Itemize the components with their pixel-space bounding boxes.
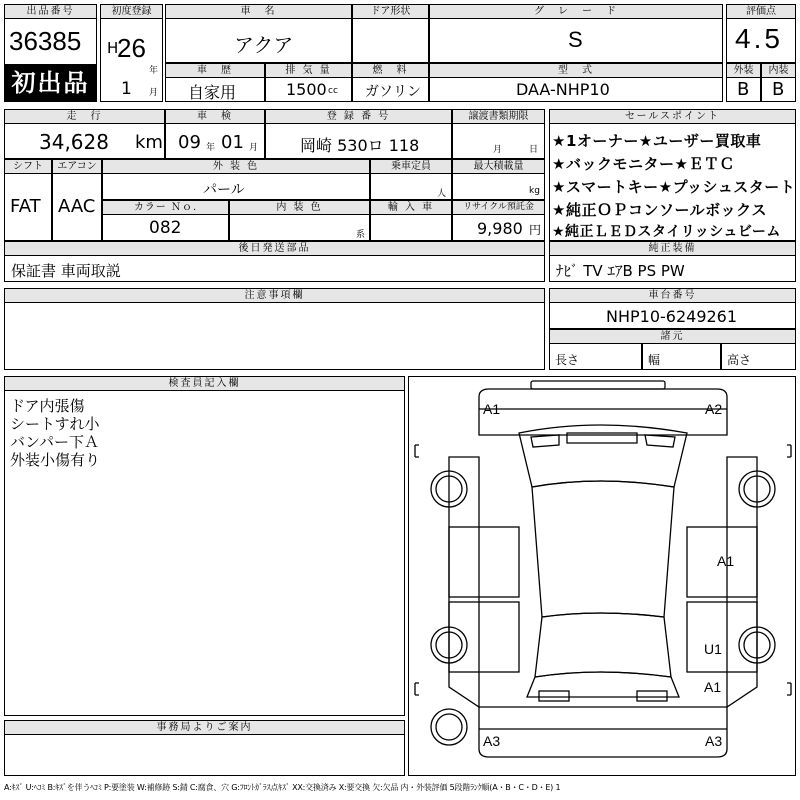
mileage: 34,628: [39, 130, 109, 154]
sales-point: ★純正ＯＰコンソールボックス: [552, 201, 767, 219]
mileage-cell: [4, 123, 165, 159]
interior-grade: B: [772, 79, 785, 100]
inspector-box: [4, 390, 405, 716]
import-label: 輸 入 車: [370, 200, 452, 215]
recycle-amount: 9,980: [477, 219, 523, 238]
max-load-cell: [452, 173, 545, 200]
exterior-grade-label: 外装: [726, 63, 761, 78]
transfer-month-unit: 月: [493, 145, 503, 155]
chassis-cell: [549, 302, 796, 329]
displacement-label: 排 気 量: [265, 63, 352, 78]
color-no: 082: [149, 218, 182, 238]
recycle-cell: [452, 214, 545, 241]
car-name: アクア: [234, 33, 294, 57]
shift-cell: [4, 173, 52, 241]
int-color-cell: [229, 214, 370, 241]
sales-point: ★スマートキー★プッシュスタート: [552, 178, 796, 196]
color-no-label: カラー Ｎｏ.: [102, 200, 229, 215]
damage-mark: A2: [705, 401, 723, 417]
fuel: ガソリン: [365, 84, 421, 100]
era: H: [107, 39, 119, 57]
exterior-grade: B: [737, 79, 750, 100]
sales-point: ★純正ＬＥＤスタイリッシュビーム: [552, 224, 781, 240]
door-type-label: ドア形状: [352, 4, 429, 19]
inspector-line: シートすれ小: [10, 415, 100, 433]
fuel-cell: [352, 77, 429, 102]
displacement-cell: [265, 77, 352, 102]
model-code-cell: [429, 77, 723, 102]
transfer-day-unit: 日: [529, 145, 539, 155]
car-name-cell: [165, 18, 352, 63]
capacity-cell: [370, 173, 452, 200]
ext-color-label: 外 装 色: [102, 159, 370, 174]
chassis-number: NHP10-6249261: [606, 307, 738, 326]
inspection-month: 01: [221, 132, 244, 153]
month-unit: 月: [149, 88, 159, 98]
sales-point: ★1オーナー★ユーザー買取車: [552, 132, 762, 150]
aircon: AAC: [58, 196, 96, 217]
import-cell: [370, 214, 452, 241]
max-load-unit: kg: [529, 186, 540, 196]
interior-grade-cell: [761, 77, 796, 102]
reg-month: 1: [121, 79, 132, 99]
inspection-year-unit: 年: [206, 143, 216, 153]
recycle-unit: 円: [529, 223, 542, 237]
first-registration-label: 初度登録: [100, 4, 163, 19]
notes-cell: [4, 302, 545, 370]
transfer-deadline-cell: [452, 123, 545, 159]
office-label: 事務局よりご案内: [4, 720, 405, 735]
reg-number: 岡崎 530ロ 118: [300, 136, 420, 155]
dimensions-label: 諸元: [549, 329, 796, 344]
inspector-line: ドア内張傷: [10, 397, 85, 415]
width-label: 幅: [648, 353, 661, 367]
damage-mark: A1: [717, 553, 735, 569]
reg-year: 26: [117, 33, 146, 63]
grade: S: [568, 27, 583, 52]
displacement: 1500: [286, 80, 327, 99]
displacement-unit: cc: [328, 86, 338, 96]
sales-point: ★バックモニター★ＥＴＣ: [552, 155, 735, 173]
fuel-label: 燃 料: [352, 63, 429, 78]
reg-number-label: 登 録 番 号: [265, 109, 452, 124]
capacity-label: 乗車定員: [370, 159, 452, 174]
later-docs: 保証書 車両取説: [11, 262, 121, 280]
max-load-label: 最大積載量: [452, 159, 545, 174]
first-registration-cell: [100, 18, 163, 102]
color-no-cell: [102, 214, 229, 241]
aircon-label: エアコン: [52, 159, 102, 174]
lot-number-label: 出品番号: [4, 4, 97, 19]
ext-color-cell: [102, 173, 370, 200]
lot-number: 36385: [9, 26, 82, 56]
interior-grade-label: 内装: [761, 63, 796, 78]
history-cell: [165, 77, 265, 102]
door-type-cell: [352, 18, 429, 63]
lot-number-cell: [4, 18, 97, 65]
height-label: 高さ: [727, 353, 752, 367]
aircon-cell: [52, 173, 102, 241]
office-box: [4, 734, 405, 776]
damage-mark: A1: [704, 679, 722, 695]
first-listing-badge: 初出品: [4, 64, 97, 102]
damage-mark: A3: [483, 733, 501, 749]
inspection-year: 09: [178, 132, 201, 153]
notes-label: 注意事項欄: [4, 288, 545, 303]
damage-mark: A3: [705, 733, 723, 749]
sales-points-label: セールスポイント: [549, 109, 796, 124]
later-docs-label: 後日発送部品: [4, 241, 545, 256]
later-docs-cell: [4, 255, 545, 282]
equipment-label: 純正装備: [549, 241, 796, 256]
length-cell: [549, 343, 642, 370]
model-code: DAA-NHP10: [516, 80, 610, 99]
damage-mark: A1: [483, 401, 501, 417]
capacity-unit: 人: [437, 189, 447, 199]
equipment: ﾅﾋﾞ TV ｴｱB PS PW: [556, 262, 685, 280]
int-color-label: 内 装 色: [229, 200, 370, 215]
model-code-label: 型 式: [429, 63, 723, 78]
year-unit: 年: [149, 66, 159, 76]
inspection-label: 車 検: [165, 109, 265, 124]
legend: A:ｷｽﾞ U:ﾍｺﾐ B:ｷｽﾞを伴うﾍｺﾐ P:要塗装 W:補修跡 S:錆 C:腐食、穴 G:ﾌﾛﾝﾄｶﾞﾗｽ点ｷｽﾞ XX:交換済み X:要交換 欠:欠品 内・外装評価 5段階ﾗﾝｸ順(A・B・C・D・E) 1: [4, 783, 561, 792]
inspection-month-unit: 月: [249, 143, 259, 153]
car-name-label: 車 名: [165, 4, 352, 19]
grade-label: グ レ ー ド: [429, 4, 723, 19]
inspector-line: バンパー下Ａ: [10, 433, 99, 451]
score: 4.5: [735, 23, 783, 54]
score-label: 評価点: [726, 4, 796, 19]
score-cell: [726, 18, 796, 63]
inspector-label: 検査員記入欄: [4, 376, 405, 391]
recycle-label: リサイクル預託金: [452, 200, 545, 215]
exterior-grade-cell: [726, 77, 761, 102]
mileage-unit: km: [135, 132, 163, 153]
equipment-cell: [549, 255, 796, 282]
int-color-unit: 系: [356, 230, 366, 240]
transfer-deadline-label: 譲渡書類期限: [452, 109, 545, 124]
inspector-line: 外装小傷有り: [10, 451, 101, 469]
damage-mark: U1: [704, 641, 722, 657]
grade-cell: [429, 18, 723, 63]
height-cell: [721, 343, 796, 370]
mileage-label: 走 行: [4, 109, 165, 124]
history-label: 車 歴: [165, 63, 265, 78]
inspection-cell: [165, 123, 265, 159]
history: 自家用: [188, 83, 237, 102]
shift-label: シフト: [4, 159, 52, 174]
width-cell: [642, 343, 721, 370]
reg-number-cell: [265, 123, 452, 159]
car-outline-diagram: [409, 377, 796, 776]
ext-color: パール: [203, 182, 245, 198]
shift: FAT: [10, 196, 41, 217]
chassis-label: 車台番号: [549, 288, 796, 303]
damage-diagram: [408, 376, 796, 776]
length-label: 長さ: [555, 353, 580, 367]
sales-points-box: [549, 123, 796, 241]
